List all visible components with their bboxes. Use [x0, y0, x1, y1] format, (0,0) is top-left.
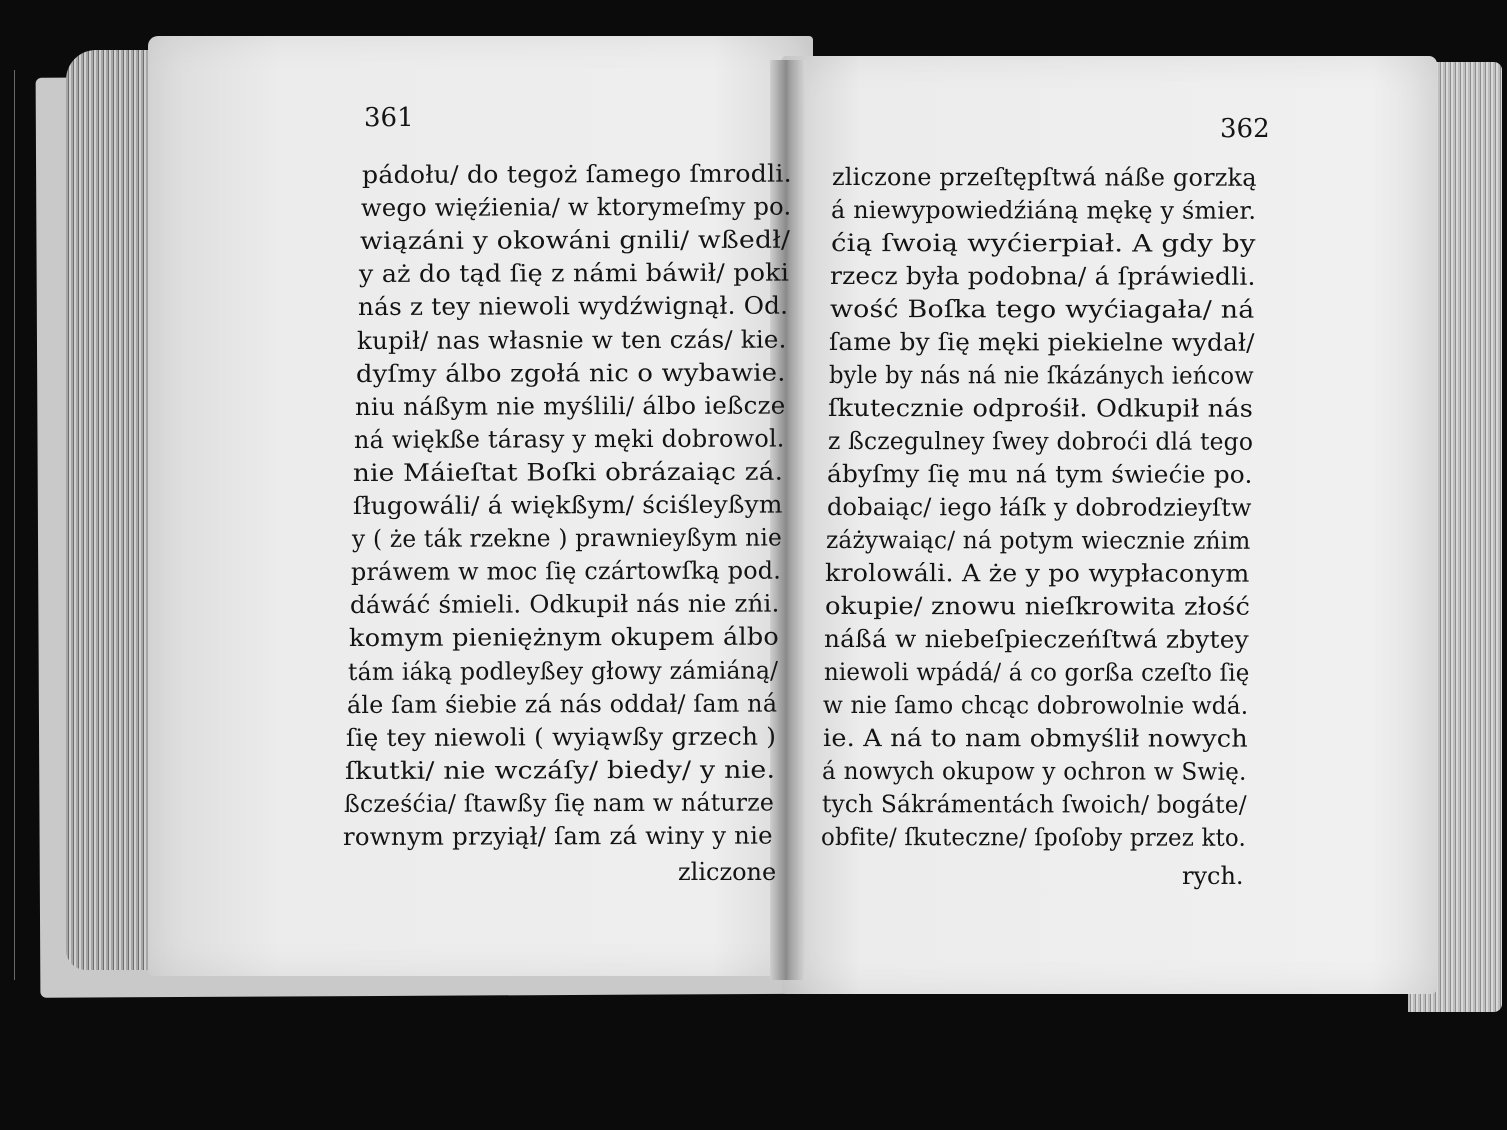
text-line: ſame by ſię męki piekielne wydał/ — [829, 328, 1255, 357]
text-line: w nie ſamo chcąc dobrowolnie wdá. — [823, 691, 1249, 720]
text-line: á nowych okupow y ochron w Swię. — [822, 757, 1247, 786]
text-line: ćią ſwoią wyćierpiał. A gdy by — [830, 229, 1256, 258]
text-line: y ( że ták rzekne ) prawnieyßym nie — [351, 523, 782, 554]
text-line: ná więkße tárasy y męki dobrowol. — [354, 424, 786, 454]
text-line: ſkutki/ nie wczáſy/ biedy/ y nie. — [344, 755, 776, 785]
text-line: náßá w niebeſpieczeńſtwá zbytey — [824, 625, 1250, 654]
text-line: dobaiąc/ iego łáſk y dobrodzieyſtw — [826, 493, 1252, 522]
text-line: dáwáć śmieli. Odkupił nás nie zńi. — [349, 589, 780, 620]
left-page-number: 361 — [364, 103, 414, 133]
text-line: á niewypowiedźiáną mękę y śmier. — [831, 196, 1257, 225]
text-line: tám iáką podleyßey głowy zámiáną/ — [347, 655, 778, 686]
text-line: ßcześćia/ ſtawßy ſię nam w náturze — [343, 788, 775, 818]
text-line: wego więźienia/ w ktorymeſmy po. — [360, 192, 792, 223]
text-line: wość Boſka tego wyćiagała/ ná — [829, 295, 1255, 324]
text-line: dyſmy álbo zgołá nic o wybawie. — [356, 358, 786, 388]
text-line: pádołu/ do tegoż ſamego ſmrodli. — [361, 159, 792, 189]
text-line: nás z tey niewoli wydźwignął. Od. — [358, 291, 789, 322]
text-line: niewoli wpádá/ á co gorßa czeſto ſię — [823, 658, 1250, 687]
left-catchword: zliczone — [678, 858, 777, 886]
text-line: kupił/ nas własnie w ten czás/ kie. — [357, 325, 787, 355]
text-line: komym pieniężnym okupem álbo — [348, 622, 779, 653]
text-line: rzecz była podobna/ á ſpráwiedli. — [830, 262, 1257, 291]
text-line: zliczone przeſtępſtwá náße gorzką — [831, 163, 1257, 192]
text-line: niu náßym nie myślili/ álbo ießcze — [355, 391, 786, 421]
text-line: ie. A ná to nam obmyślił nowych — [822, 724, 1248, 753]
text-line: ſię tey niewoli ( wyiąwßy grzech ) — [345, 722, 776, 752]
text-line: byle by nás ná nie ſkázánych ieńcow — [828, 361, 1254, 390]
right-page-number: 362 — [1220, 114, 1270, 144]
text-line: tych Sákrámentách ſwoich/ bogáte/ — [821, 790, 1247, 819]
text-line: okupie/ znowu nieſkrowita złość — [824, 592, 1250, 621]
text-line: záżywaiąc/ ná potym wiecznie zńim — [825, 526, 1251, 555]
text-line: obfite/ ſkuteczne/ ſpoſoby przez kto. — [820, 823, 1246, 852]
text-line: práwem w moc ſię czártowſką pod. — [350, 556, 781, 587]
text-line: krolowáli. A że y po wypłaconym — [825, 559, 1250, 588]
text-line: rownym przyiął/ ſam zá winy y nie — [342, 821, 773, 851]
text-line: ále ſam śiebie zá nás oddał/ ſam ná — [346, 689, 778, 719]
text-line: z ßczegulney ſwey dobroći dlá tego — [827, 427, 1253, 456]
text-line: ſługowáli/ á więkßym/ ściśleyßym — [352, 490, 783, 520]
film-edge — [14, 70, 15, 980]
text-line: nie Máieſtat Boſki obrázaiąc zá. — [353, 457, 784, 487]
right-catchword: rych. — [1182, 862, 1244, 890]
text-line: ſkutecznie odprośił. Odkupił nás — [828, 394, 1254, 423]
text-line: wiązáni y okowáni gnili/ wßedł/ — [360, 225, 791, 256]
text-line: ábyſmy ſię mu ná tym świećie po. — [827, 460, 1253, 489]
text-line: y aż do tąd ſię z námi báwił/ poki — [359, 258, 790, 289]
